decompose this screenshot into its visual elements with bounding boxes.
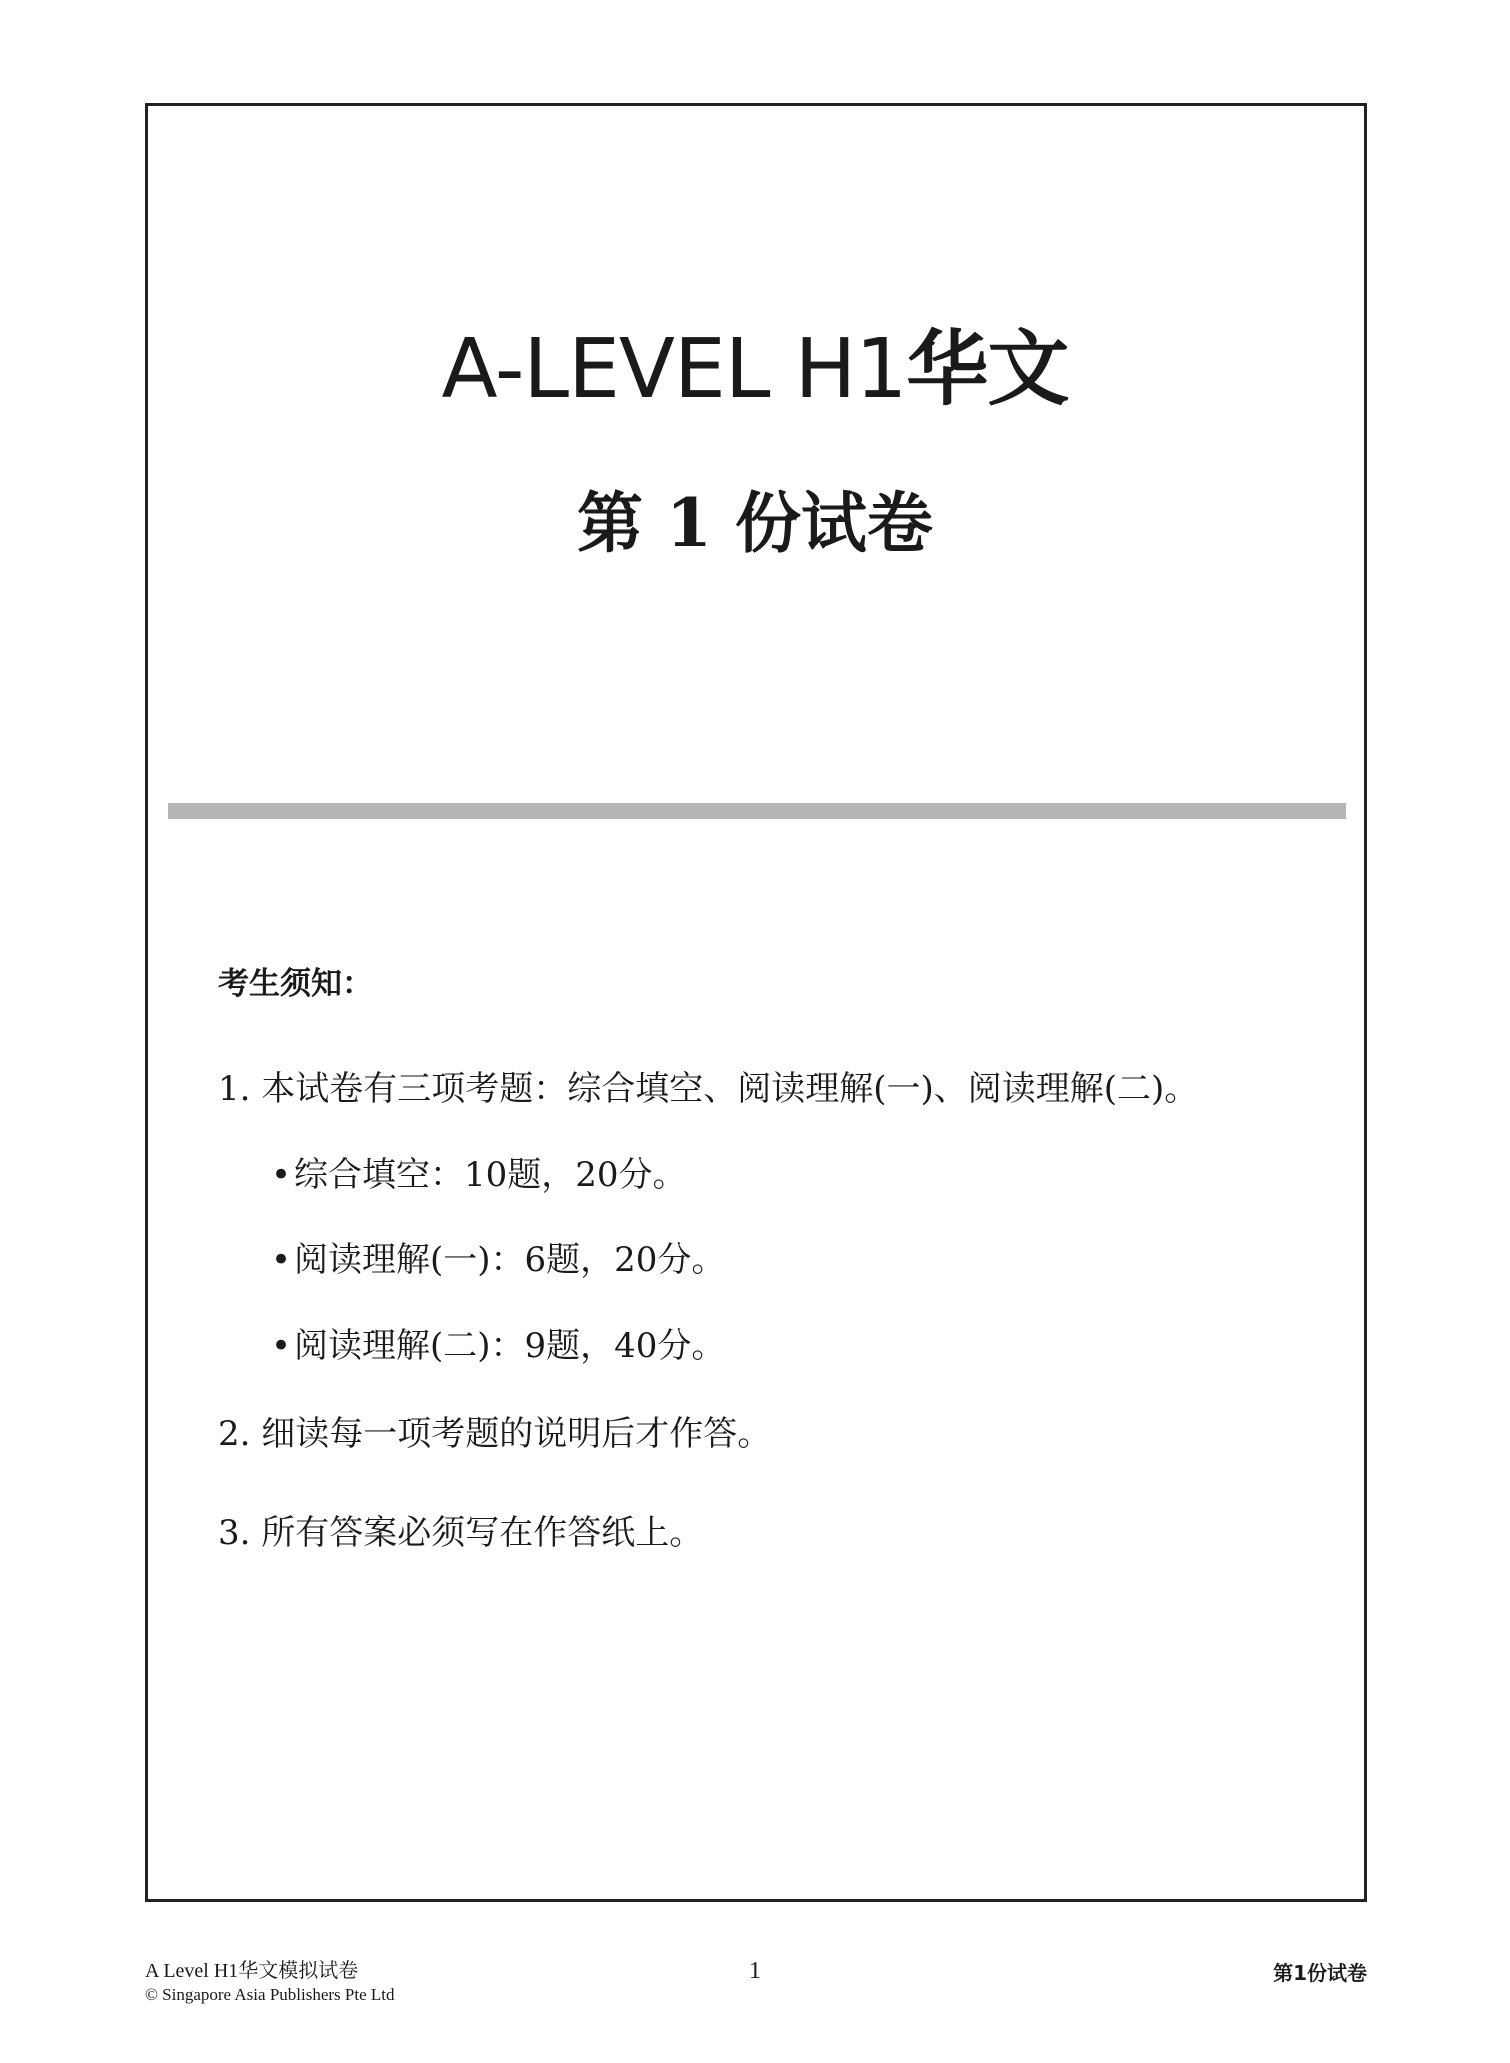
footer-copyright: © Singapore Asia Publishers Pte Ltd [145,1985,395,2004]
bullet-icon: • [270,1240,292,1280]
footer-paper-label: 第1份试卷 [1273,1961,1367,1985]
instruction-bullet-1 [268,1151,687,1199]
page-number: 1 [749,1958,761,1984]
title-cjk: 华文 [906,322,1069,417]
bullet-text: 阅读理解(一)：6题，20分。 [294,1240,726,1280]
instruction-item-2: 2. 细读每一项考题的说明后才作答。 [218,1414,772,1454]
instructions-heading: 考生须知： [218,966,373,1002]
page-title [0,320,1510,420]
bullet-icon: • [270,1155,292,1195]
bullet-text: 综合填空：10题，20分。 [294,1155,687,1195]
footer-book-title: A Level H1华文模拟试卷 [145,1960,359,1982]
instruction-bullet-2 [268,1236,725,1284]
instruction-item-1: 1. 本试卷有三项考题：综合填空、阅读理解(一)、阅读理解(二)。 [218,1069,1199,1109]
instruction-item-3: 3. 所有答案必须写在作答纸上。 [218,1513,704,1553]
title-latin: A-LEVEL H1 [441,322,907,417]
instruction-bullet-3 [268,1322,725,1370]
section-divider [168,803,1346,819]
paper-subtitle: 第 1 份试卷 [577,484,933,562]
bullet-icon: • [270,1326,292,1366]
bullet-text: 阅读理解(二)：9题，40分。 [294,1326,726,1366]
